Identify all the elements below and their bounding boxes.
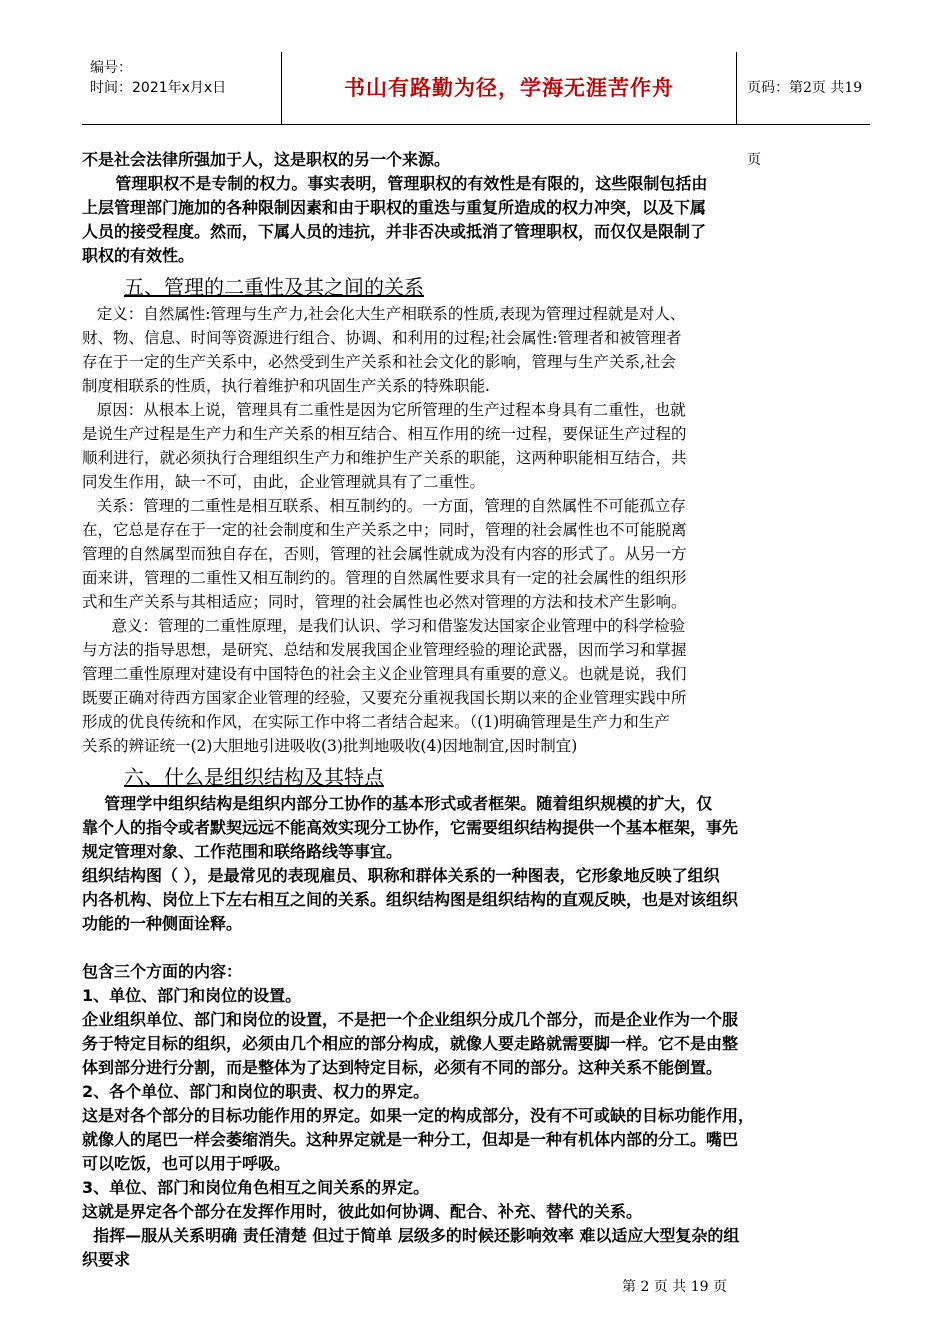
text-line: 不是社会法律所强加于人，这是职权的另一个来源。 [82, 150, 451, 169]
page-footer: 第 2 页 共 19 页 [622, 1279, 727, 1295]
paragraph-contains [82, 960, 872, 984]
text-line: 规定管理对象、工作范围和联络路线等事宜。 [82, 842, 403, 861]
text-line: 包含三个方面的内容： [82, 962, 243, 981]
text-line: 上层管理部门施加的各种限制因素和由于职权的重迭与重复所造成的权力冲突，以及下属 [82, 198, 707, 217]
item-2-text [82, 1104, 872, 1176]
paragraph-authority-limits [82, 172, 872, 268]
text-line: 内各机构、岗位上下左右相互之间的关系。组织结构图是组织结构的直观反映，也是对该组织 [82, 890, 739, 909]
paragraph-org-chart [82, 864, 872, 936]
item-3-title [82, 1176, 872, 1200]
text-line: 原因：从根本上说，管理具有二重性是因为它所管理的生产过程本身具有二重性，也就 [82, 401, 686, 419]
paragraph-command-relation [82, 1224, 872, 1272]
text-line: 存在于一定的生产关系中，必然受到生产关系和社会文化的影响，管理与生产关系,社会 [82, 353, 676, 371]
item-1-text [82, 1008, 872, 1080]
text-line: 关系：管理的二重性是相互联系、相互制约的。一方面，管理的自然属性不可能孤立存 [82, 497, 686, 515]
text-line: 靠个人的指令或者默契远远不能高效实现分工协作，它需要组织结构提供一个基本框架，事先 [82, 818, 739, 837]
text-line: 就像人的尾巴一样会萎缩消失。这种界定就是一种分工，但却是一种有机体内部的分工。嘴巴 [82, 1130, 739, 1149]
text-line: 管理的自然属型而独自存在，否则，管理的社会属性就成为没有内容的形式了。从另一方 [82, 545, 687, 563]
header-page-info: 页码：第2页 共19页 [747, 80, 863, 168]
text-line: 在，它总是存在于一定的社会制度和生产关系之中；同时，管理的社会属性也不可能脱离 [82, 521, 687, 539]
section-heading-6: 六、什么是组织结构及其特点 [124, 765, 384, 789]
text-line: 组织结构图（ ），是最常见的表现雇员、职称和群体关系的一种图表，它形象地反映了组织 [82, 866, 720, 885]
text-line: 管理职权不是专制的权力。事实表明，管理职权的有效性是有限的，这些限制包括由 [82, 174, 708, 193]
text-line: 制度相联系的性质，执行着维护和巩固生产关系的特殊职能. [82, 377, 490, 395]
paragraph-org-structure [82, 792, 872, 864]
text-line: 与方法的指导思想，是研究、总结和发展我国企业管理经验的理论武器，因而学习和掌握 [82, 641, 687, 659]
text-line: 是说生产过程是生产力和生产关系的相互结合、相互作用的统一过程，要保证生产过程的 [82, 425, 687, 443]
item-2-title [82, 1080, 872, 1104]
header-motto: 书山有路勤为径，学海无涯苦作舟 [282, 52, 737, 124]
header-meta [82, 52, 282, 124]
text-line: 这就是界定各个部分在发挥作用时，彼此如何协调、配合、补充、替代的关系。 [82, 1202, 643, 1221]
text-line: 管理学中组织结构是组织内部分工协作的基本形式或者框架。随着组织规模的扩大，仅 [82, 794, 713, 813]
document-number-label: 编号： [90, 60, 132, 76]
paragraph-meaning [82, 614, 872, 758]
text-line: 财、物、信息、时间等资源进行组合、协调、和利用的过程;社会属性:管理者和被管理者 [82, 329, 682, 347]
paragraph-reason [82, 398, 872, 494]
text-line: 人员的接受程度。然而，下属人员的违抗，并非否决或抵消了管理职权，而仅仅是限制了 [82, 222, 707, 241]
item-3-text [82, 1200, 872, 1224]
text-line: 3、单位、部门和岗位角色相互之间关系的界定。 [82, 1178, 430, 1197]
document-body [82, 148, 872, 1272]
paragraph-relation [82, 494, 872, 614]
text-line: 这是对各个部分的目标功能作用的界定。如果一定的构成部分，没有不可或缺的目标功能作用， [82, 1106, 755, 1125]
text-line: 既要正确对待西方国家企业管理的经验，又要充分重视我国长期以来的企业管理实践中所 [82, 689, 687, 707]
text-line: 指挥—服从关系明确 责任清楚 但过于简单 层级多的时候还影响效率 难以适应大型复杂的组 [82, 1226, 740, 1245]
text-line: 企业组织单位、部门和岗位的设置，不是把一个企业组织分成几个部分，而是企业作为一个服 [82, 1010, 739, 1029]
text-line: 织要求 [82, 1250, 131, 1269]
paragraph-authority-source [82, 148, 872, 172]
text-line: 顺利进行，就必须执行合理组织生产力和维护生产关系的职能，这两种职能相互结合，共 [82, 449, 687, 467]
text-line: 定义：自然属性:管理与生产力,社会化大生产相联系的性质,表现为管理过程就是对人、 [82, 305, 686, 323]
text-line: 职权的有效性。 [82, 246, 195, 265]
text-line: 关系的辨证统一(2)大胆地引进吸收(3)批判地吸收(4)因地制宜,因时制宜) [82, 737, 578, 755]
text-line: 式和生产关系与其相适应；同时，管理的社会属性也必然对管理的方法和技术产生影响。 [82, 593, 687, 611]
text-line: 功能的一种侧面诠释。 [82, 914, 243, 933]
text-line: 务于特定目标的组织，必须由几个相应的部分构成，就像人要走路就需要脚一样。它不是由整 [82, 1034, 739, 1053]
text-line: 管理二重性原理对建设有中国特色的社会主义企业管理具有重要的意义。也就是说，我们 [82, 665, 687, 683]
text-line: 体到部分进行分割，而是整体为了达到特定目标，必须有不同的部分。这种关系不能倒置。 [82, 1058, 723, 1077]
item-1-title [82, 984, 872, 1008]
text-line: 同发生作用，缺一不可，由此，企业管理就具有了二重性。 [82, 473, 486, 491]
text-line: 面来讲，管理的二重性又相互制约的。管理的自然属性要求具有一定的社会属性的组织形 [82, 569, 687, 587]
text-line: 可以吃饭，也可以用于呼吸。 [82, 1154, 291, 1173]
text-line: 2、各个单位、部门和岗位的职责、权力的界定。 [82, 1082, 430, 1101]
text-line: 形成的优良传统和作风，在实际工作中将二者结合起来。（(1)明确管理是生产力和生产 [82, 713, 670, 731]
document-time-label: 时间：2021年x月x日 [90, 80, 227, 96]
paragraph-definition [82, 302, 872, 398]
blank-line [82, 936, 872, 960]
text-line: 意义：管理的二重性原理，是我们认识、学习和借鉴发达国家企业管理中的科学检验 [82, 617, 686, 635]
text-line: 1、单位、部门和岗位的设置。 [82, 986, 302, 1005]
section-heading-5: 五、管理的二重性及其之间的关系 [124, 275, 424, 299]
